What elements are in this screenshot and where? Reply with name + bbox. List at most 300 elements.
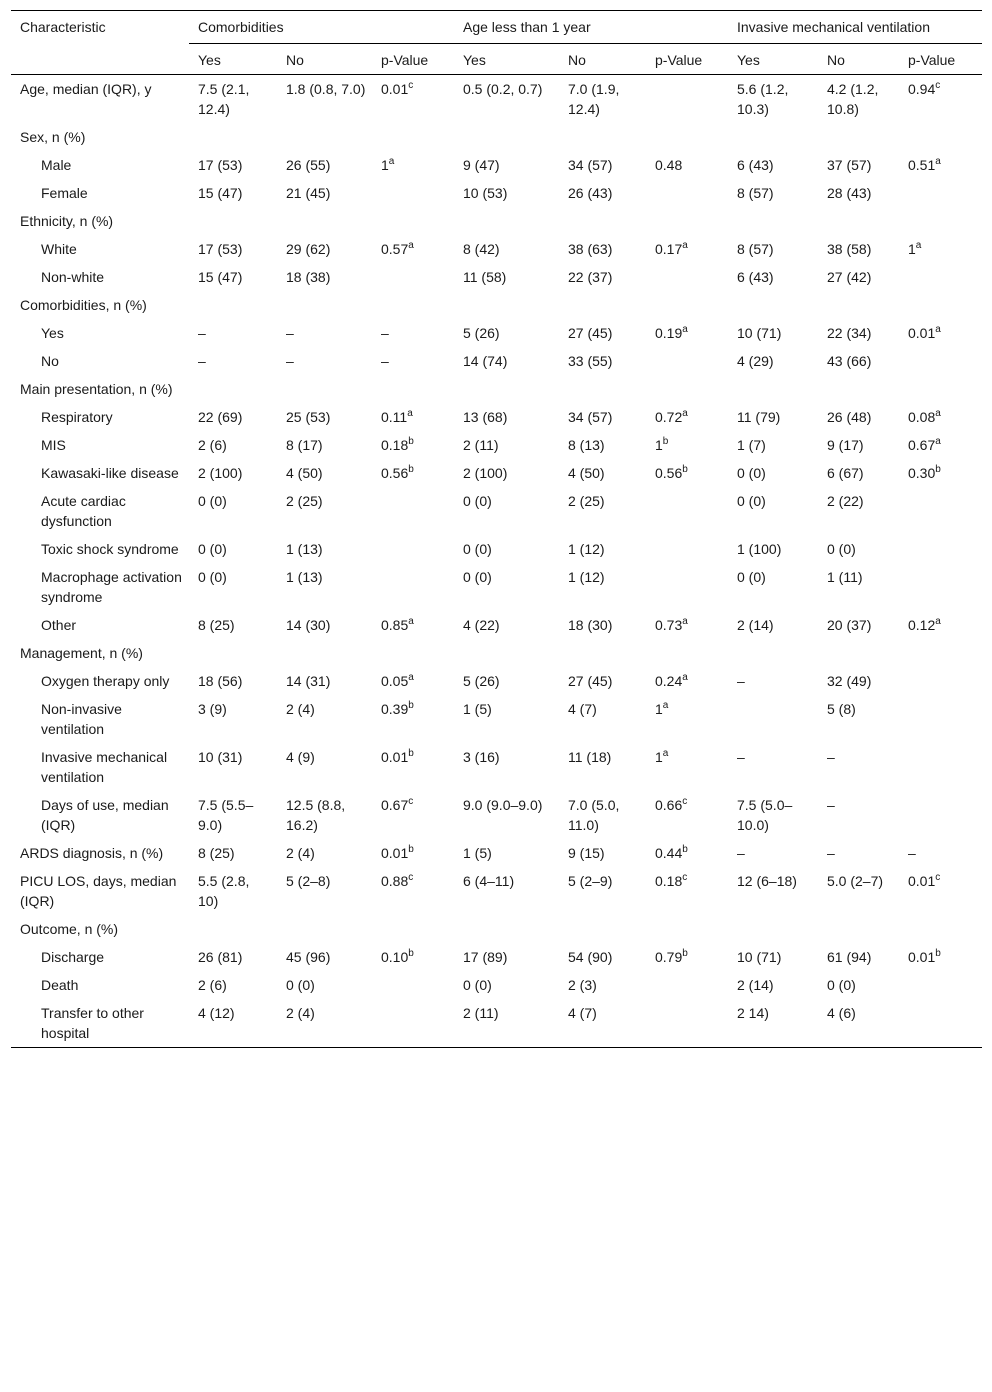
table-cell	[189, 839, 277, 867]
table-cell	[372, 667, 454, 695]
empty-cell	[818, 375, 899, 403]
cell-value: 4.2 (1.2, 10.8)	[827, 81, 879, 117]
table-cell	[559, 179, 646, 207]
table-cell	[559, 75, 646, 124]
row-label: Discharge	[41, 949, 105, 965]
header-group-imv: Invasive mechanical ventilation	[728, 11, 982, 44]
cell-value: 29 (62)	[286, 241, 331, 257]
table-cell	[454, 263, 559, 291]
table-cell	[454, 695, 559, 743]
empty-cell	[899, 639, 982, 667]
empty-cell	[454, 639, 559, 667]
empty-cell	[646, 291, 728, 319]
empty-cell	[372, 207, 454, 235]
table-cell	[818, 791, 899, 839]
empty-cell	[189, 915, 277, 943]
cell-value: 11 (58)	[463, 269, 507, 285]
table-header	[11, 11, 982, 75]
table-cell	[728, 611, 818, 639]
table-cell	[728, 971, 818, 999]
table-cell	[728, 867, 818, 915]
empty-cell	[559, 915, 646, 943]
cell-value: 26 (48)	[827, 409, 872, 425]
empty-cell	[189, 291, 277, 319]
cell-value: 26 (81)	[198, 949, 243, 965]
section-row	[11, 915, 982, 943]
cell-value: 5 (8)	[827, 701, 856, 717]
cell-value: 4 (12)	[198, 1005, 235, 1021]
cell-value: 0.39	[381, 701, 409, 717]
table-cell	[899, 75, 982, 124]
cell-value: 1 (5)	[463, 701, 492, 717]
table-cell	[818, 611, 899, 639]
table-cell	[899, 487, 982, 535]
table-cell	[899, 459, 982, 487]
cell-value: 10 (31)	[198, 749, 243, 765]
table-cell	[189, 563, 277, 611]
footnote-marker: a	[662, 700, 669, 711]
empty-cell	[277, 291, 372, 319]
section-row	[11, 207, 982, 235]
cell-value: 2 (25)	[286, 493, 323, 509]
table-cell	[728, 235, 818, 263]
cell-value: –	[198, 325, 206, 341]
empty-cell	[646, 375, 728, 403]
table-row	[11, 791, 982, 839]
table-cell	[454, 971, 559, 999]
table-cell	[728, 75, 818, 124]
table-cell	[899, 535, 982, 563]
table-cell	[899, 971, 982, 999]
row-label: Days of use, median (IQR)	[41, 797, 169, 833]
row-label: Non-white	[41, 269, 105, 285]
table-cell	[818, 75, 899, 124]
table-cell	[818, 179, 899, 207]
cell-value: –	[827, 845, 835, 861]
cell-value: 0.30	[908, 465, 936, 481]
cell-value: 2 (14)	[737, 617, 774, 633]
table-cell	[728, 943, 818, 971]
cell-value: 7.5 (5.5–9.0)	[198, 797, 254, 833]
table-cell	[277, 667, 372, 695]
empty-cell	[728, 123, 818, 151]
table-cell	[559, 459, 646, 487]
row-label: ARDS diagnosis, n (%)	[20, 845, 164, 861]
cell-value: 1 (12)	[568, 541, 605, 557]
cell-value: 0.24	[655, 673, 683, 689]
empty-cell	[559, 639, 646, 667]
cell-value: 5 (26)	[463, 673, 500, 689]
table-cell	[454, 151, 559, 179]
cell-value: –	[737, 749, 745, 765]
footnote-marker: a	[915, 240, 922, 251]
cell-value: 2 (100)	[198, 465, 243, 481]
cell-value: 3 (16)	[463, 749, 500, 765]
row-label: Acute cardiac dysfunction	[41, 493, 126, 529]
table-cell	[559, 487, 646, 535]
footnote-marker: a	[935, 324, 941, 335]
footnote-marker: a	[935, 616, 941, 627]
subheader: Yes	[189, 44, 277, 75]
table-cell	[728, 347, 818, 375]
cell-value: 45 (96)	[286, 949, 331, 965]
empty-cell	[559, 207, 646, 235]
cell-value: 5 (26)	[463, 325, 500, 341]
table-cell	[454, 611, 559, 639]
table-cell	[277, 179, 372, 207]
cell-value: 3 (9)	[198, 701, 227, 717]
table-cell	[189, 75, 277, 124]
footnote-marker: b	[408, 748, 414, 759]
subheader: Yes	[728, 44, 818, 75]
table-cell	[646, 235, 728, 263]
table-cell	[454, 459, 559, 487]
table-cell	[728, 319, 818, 347]
footnote-marker: c	[682, 872, 688, 883]
row-label: PICU LOS, days, median (IQR)	[20, 873, 177, 909]
footnote-marker: b	[682, 464, 688, 475]
footnote-marker: c	[935, 872, 941, 883]
table-cell	[189, 151, 277, 179]
footnote-marker: b	[682, 948, 688, 959]
table-cell	[277, 459, 372, 487]
header-blank	[11, 44, 189, 75]
table-cell	[818, 431, 899, 459]
cell-value: 12.5 (8.8, 16.2)	[286, 797, 346, 833]
table-row	[11, 535, 982, 563]
cell-value: 1	[381, 157, 389, 173]
table-cell	[899, 695, 982, 743]
row-label: Macrophage activation syndrome	[41, 569, 182, 605]
empty-cell	[372, 375, 454, 403]
table-cell	[454, 75, 559, 124]
table-cell	[646, 75, 728, 124]
cell-value: 32 (49)	[827, 673, 872, 689]
table-row	[11, 839, 982, 867]
footnote-marker: c	[408, 872, 414, 883]
table-cell	[646, 179, 728, 207]
cell-value: 38 (63)	[568, 241, 613, 257]
table-cell	[372, 459, 454, 487]
subheader: No	[559, 44, 646, 75]
table-row	[11, 743, 982, 791]
section-label: Main presentation, n (%)	[20, 381, 173, 397]
table-cell	[454, 319, 559, 347]
empty-cell	[728, 915, 818, 943]
footnote-marker: a	[408, 672, 414, 683]
cell-value: 0.01	[908, 949, 936, 965]
cell-value: 0 (0)	[198, 569, 227, 585]
cell-value: 15 (47)	[198, 185, 243, 201]
table-cell	[899, 263, 982, 291]
table-row	[11, 459, 982, 487]
table-cell	[189, 431, 277, 459]
table-cell	[559, 611, 646, 639]
table-cell	[559, 347, 646, 375]
empty-cell	[454, 291, 559, 319]
cell-value: 0.56	[381, 465, 409, 481]
table-cell	[899, 943, 982, 971]
table-cell	[454, 431, 559, 459]
table-cell	[277, 347, 372, 375]
table-cell	[646, 791, 728, 839]
subheader: p-Value	[899, 44, 982, 75]
table-cell	[818, 943, 899, 971]
table-cell	[372, 563, 454, 611]
empty-cell	[899, 915, 982, 943]
row-label: Invasive mechanical ventilation	[41, 749, 168, 785]
table-row	[11, 563, 982, 611]
table-cell	[728, 563, 818, 611]
characteristics-table	[11, 10, 982, 1048]
table-cell	[728, 839, 818, 867]
cell-value: 2 (22)	[827, 493, 864, 509]
empty-cell	[189, 123, 277, 151]
cell-value: 0.01	[381, 749, 409, 765]
table-cell	[818, 667, 899, 695]
row-label: Other	[41, 617, 77, 633]
cell-value: 43 (66)	[827, 353, 872, 369]
table-row	[11, 611, 982, 639]
cell-value: 28 (43)	[827, 185, 872, 201]
table-cell	[189, 867, 277, 915]
empty-cell	[189, 639, 277, 667]
table-cell	[454, 235, 559, 263]
cell-value: 25 (53)	[286, 409, 331, 425]
header-group-comorbidities: Comorbidities	[189, 11, 454, 44]
table-cell	[189, 943, 277, 971]
table-cell	[818, 403, 899, 431]
table-cell	[899, 347, 982, 375]
cell-value: 18 (56)	[198, 673, 243, 689]
cell-value: 4 (7)	[568, 1005, 597, 1021]
table-cell	[646, 695, 728, 743]
table-cell	[189, 459, 277, 487]
cell-value: 5.0 (2–7)	[827, 873, 884, 889]
cell-value: 34 (57)	[568, 157, 613, 173]
cell-value: 17 (53)	[198, 241, 243, 257]
cell-value: 2 (14)	[737, 977, 774, 993]
cell-value: 38 (58)	[827, 241, 872, 257]
cell-value: 1	[655, 749, 663, 765]
table-cell	[372, 611, 454, 639]
subheader: p-Value	[372, 44, 454, 75]
empty-cell	[728, 375, 818, 403]
section-row	[11, 291, 982, 319]
cell-value: 17 (89)	[463, 949, 508, 965]
cell-value: 5.5 (2.8, 10)	[198, 873, 250, 909]
table-cell	[372, 999, 454, 1048]
table-cell	[189, 347, 277, 375]
cell-value: 9 (47)	[463, 157, 500, 173]
cell-value: 5 (2–9)	[568, 873, 613, 889]
empty-cell	[818, 291, 899, 319]
cell-value: 13 (68)	[463, 409, 508, 425]
table-cell	[372, 431, 454, 459]
cell-value: 0 (0)	[198, 493, 227, 509]
table-cell	[818, 563, 899, 611]
cell-value: 1	[908, 241, 916, 257]
table-cell	[899, 563, 982, 611]
cell-value: 27 (42)	[827, 269, 872, 285]
cell-value: 8 (42)	[463, 241, 500, 257]
footnote-marker: b	[935, 948, 941, 959]
table-cell	[728, 431, 818, 459]
cell-value: 18 (38)	[286, 269, 331, 285]
empty-cell	[899, 291, 982, 319]
table-cell	[899, 839, 982, 867]
table-cell	[646, 431, 728, 459]
cell-value: 0 (0)	[463, 569, 492, 585]
table-cell	[818, 867, 899, 915]
table-row	[11, 235, 982, 263]
table-cell	[728, 403, 818, 431]
row-label: Respiratory	[41, 409, 113, 425]
table-cell	[277, 791, 372, 839]
cell-value: 0.18	[381, 437, 409, 453]
cell-value: 20 (37)	[827, 617, 872, 633]
cell-value: 2 (4)	[286, 845, 315, 861]
table-cell	[646, 459, 728, 487]
cell-value: 0.01	[908, 325, 936, 341]
table-row	[11, 403, 982, 431]
table-row	[11, 179, 982, 207]
cell-value: 4 (29)	[737, 353, 774, 369]
table-cell	[277, 943, 372, 971]
footnote-marker: b	[408, 700, 414, 711]
footnote-marker: a	[935, 436, 941, 447]
cell-value: 0.56	[655, 465, 683, 481]
cell-value: 0.11	[381, 409, 408, 425]
footnote-marker: a	[662, 748, 669, 759]
cell-value: 5 (2–8)	[286, 873, 331, 889]
row-label: Kawasaki-like disease	[41, 465, 179, 481]
cell-value: 2 (6)	[198, 437, 227, 453]
cell-value: 0.88	[381, 873, 409, 889]
table-cell	[728, 263, 818, 291]
cell-value: –	[737, 845, 745, 861]
row-label: Age, median (IQR), y	[20, 81, 152, 97]
table-cell	[728, 535, 818, 563]
table-cell	[372, 263, 454, 291]
footnote-marker: a	[935, 408, 941, 419]
cell-value: 14 (30)	[286, 617, 331, 633]
table-cell	[189, 971, 277, 999]
empty-cell	[818, 915, 899, 943]
table-cell	[277, 867, 372, 915]
table-cell	[818, 839, 899, 867]
footnote-marker: c	[682, 796, 688, 807]
table-cell	[646, 839, 728, 867]
table-cell	[818, 151, 899, 179]
table-cell	[559, 867, 646, 915]
empty-cell	[818, 207, 899, 235]
table-cell	[646, 151, 728, 179]
cell-value: 1	[655, 437, 663, 453]
cell-value: 2 14)	[737, 1005, 769, 1021]
footnote-marker: a	[682, 408, 688, 419]
cell-value: 26 (43)	[568, 185, 613, 201]
table-cell	[646, 999, 728, 1048]
cell-value: 7.0 (1.9, 12.4)	[568, 81, 620, 117]
cell-value: 8 (13)	[568, 437, 605, 453]
cell-value: 0 (0)	[463, 541, 492, 557]
cell-value: 9 (17)	[827, 437, 864, 453]
subheader: Yes	[454, 44, 559, 75]
empty-cell	[277, 375, 372, 403]
table-row	[11, 867, 982, 915]
footnote-marker: a	[408, 616, 414, 627]
table-cell	[646, 535, 728, 563]
table-row	[11, 75, 982, 124]
cell-value: 0.19	[655, 325, 683, 341]
table-cell	[646, 667, 728, 695]
table-cell	[372, 347, 454, 375]
table-cell	[646, 263, 728, 291]
table-cell	[454, 791, 559, 839]
table-cell	[454, 867, 559, 915]
cell-value: 0.17	[655, 241, 683, 257]
section-label: Comorbidities, n (%)	[20, 297, 147, 313]
table-cell	[454, 667, 559, 695]
table-cell	[372, 839, 454, 867]
table-cell	[372, 235, 454, 263]
table-cell	[559, 151, 646, 179]
section-label: Management, n (%)	[20, 645, 143, 661]
cell-value: 11 (18)	[568, 749, 612, 765]
table-cell	[559, 563, 646, 611]
table-cell	[818, 459, 899, 487]
cell-value: 22 (34)	[827, 325, 872, 341]
cell-value: 0.18	[655, 873, 683, 889]
table-cell	[646, 403, 728, 431]
table-cell	[899, 667, 982, 695]
cell-value: 27 (45)	[568, 325, 613, 341]
table-cell	[728, 487, 818, 535]
cell-value: 0 (0)	[737, 569, 766, 585]
empty-cell	[646, 915, 728, 943]
empty-cell	[818, 123, 899, 151]
table-cell	[728, 667, 818, 695]
cell-value: 21 (45)	[286, 185, 331, 201]
cell-value: 0.44	[655, 845, 683, 861]
table-cell	[728, 999, 818, 1048]
row-label: Female	[41, 185, 88, 201]
empty-cell	[277, 207, 372, 235]
cell-value: 17 (53)	[198, 157, 243, 173]
table-cell	[454, 563, 559, 611]
subheader: p-Value	[646, 44, 728, 75]
empty-cell	[454, 123, 559, 151]
footnote-marker: b	[682, 844, 688, 855]
cell-value: –	[827, 797, 835, 813]
cell-value: 0.5 (0.2, 0.7)	[463, 81, 543, 97]
table-cell	[818, 535, 899, 563]
table-cell	[559, 695, 646, 743]
footnote-marker: a	[682, 240, 688, 251]
cell-value: –	[198, 353, 206, 369]
table-cell	[559, 839, 646, 867]
cell-value: –	[286, 353, 294, 369]
table-cell	[372, 743, 454, 791]
table-cell	[728, 179, 818, 207]
empty-cell	[189, 207, 277, 235]
table-row	[11, 487, 982, 535]
cell-value: 15 (47)	[198, 269, 243, 285]
table-cell	[189, 179, 277, 207]
cell-value: 1 (13)	[286, 569, 323, 585]
table-cell	[646, 319, 728, 347]
